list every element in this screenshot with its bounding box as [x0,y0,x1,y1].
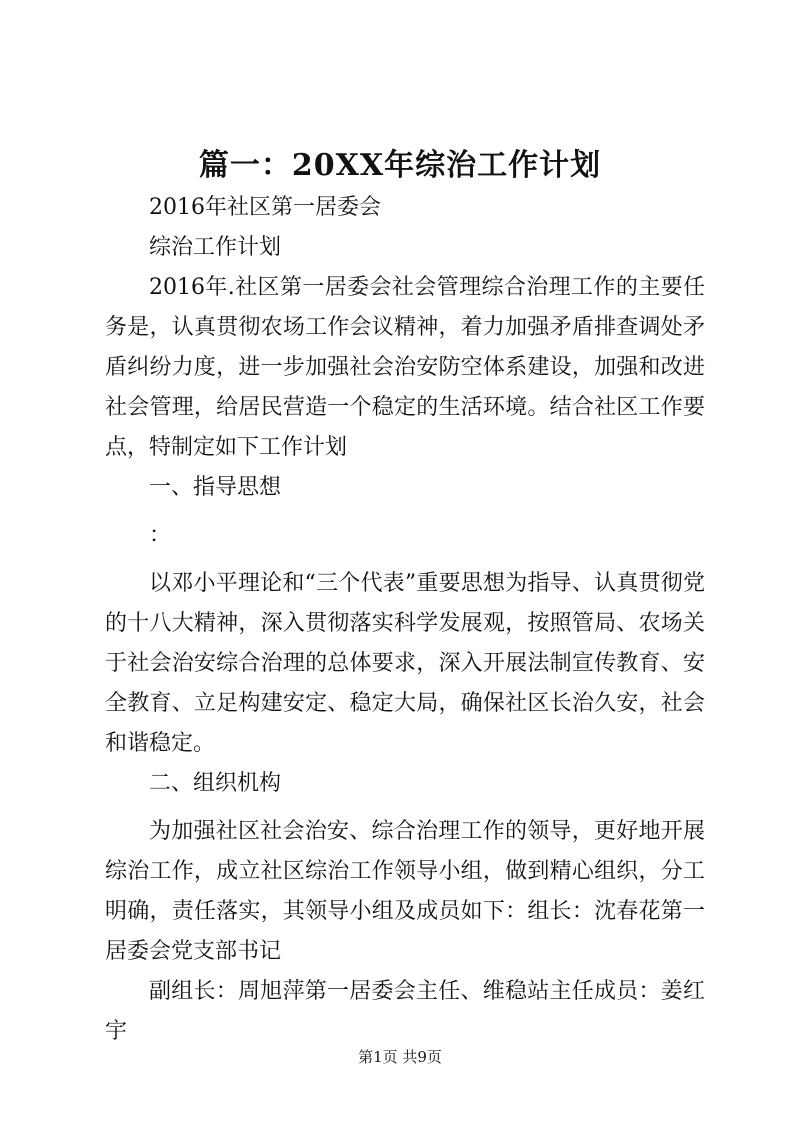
paragraph-plan-name: 综治工作计划 [149,235,282,260]
paragraph-intro: 2016年.社区第一居委会社会管理综合治理工作的主要任务是，认真贯彻农场工作会议精神，着力加强矛盾排查调处矛盾纠纷力度，进一步加强社会治安防空体系建设，加强和改进社会管理，给居民营造一个稳定的生活环境。结合社区工作要点，特制定如下工作计划 [105,275,705,460]
document-body [105,188,705,1052]
page-number-footer: 第1页 共9页 [358,1048,442,1066]
paragraph-colon: ： [149,523,172,548]
paragraph-organization: 为加强社区社会治安、综合治理工作的领导，更好地开展综治工作，成立社区综治工作领导小组，做到精心组织，分工明确，责任落实，其领导小组及成员如下：组长：沈春花第一居委会党支部书记 [105,819,705,964]
document-title: 篇一：20XX年综治工作计划 [198,148,602,183]
section-heading-organization: 二、组织机构 [149,771,282,796]
paragraph-guiding-ideology: 以邓小平理论和“三个代表”重要思想为指导、认真贯彻党的十八大精神，深入贯彻落实科学发展观，按照管局、农场关于社会治安综合治理的总体要求，深入开展法制宣传教育、安全教育、立足构建安定、稳定大局，确保社区长治久安，社会和谐稳定。 [105,571,705,756]
section-heading-guiding-ideology: 一、指导思想 [149,475,282,500]
paragraph-org-name: 2016年社区第一居委会 [149,195,381,220]
paragraph-deputy-leader: 副组长：周旭萍第一居委会主任、维稳站主任成员：姜红宇 [105,979,705,1044]
